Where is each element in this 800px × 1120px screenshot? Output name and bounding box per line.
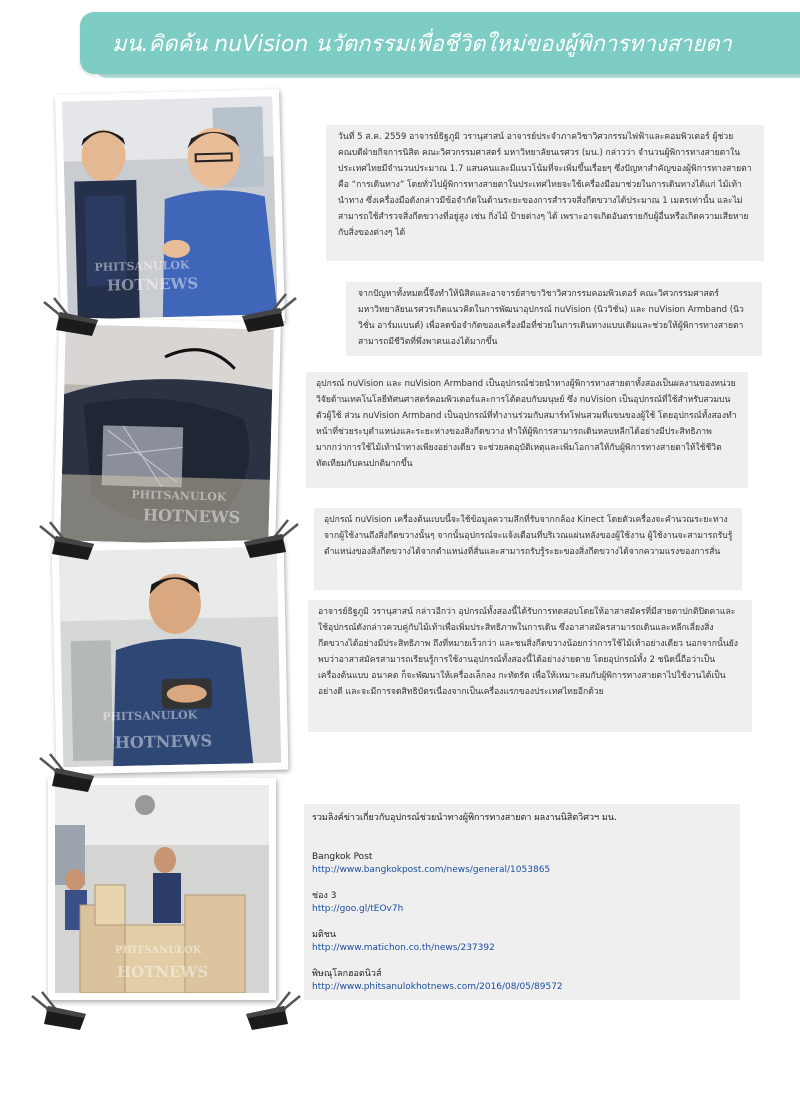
link-phitsanulok-hotnews[interactable]: http://www.phitsanulokhotnews.com/2016/08/05/89572: [312, 982, 563, 992]
link-source-name: มติชน: [312, 930, 337, 940]
watermark-line1: PHITSANULOK: [94, 258, 190, 274]
paragraph-text: จากปัญหาทั้งหมดนี้จึงทำให้นิสิตและอาจารย์สาขาวิชาวิศวกรรมคอมพิวเตอร์ คณะวิศวกรรมศาสตร์ มหาวิทยาลัยนเรศวรเกิดแนวคิดในการพัฒนาอุปกรณ์ nuVision (นิววิชั่น) และ nuVision Armband (นิววิชั่น อาร์มแบนด์) เพื่อลดข้อจำกัดของเครื่องมือที่ช่วยในการเดินทางแบบเดิมและช่วยให้ผู้พิการทางสายตาสามารถมีชีวิตที่พึ่งพาตนเองได้มากขึ้น: [358, 289, 744, 347]
watermark-line1: PHITSANULOK: [131, 488, 227, 504]
paragraph-devices: [306, 372, 748, 488]
photo-device-image: [60, 324, 274, 545]
link-source-name: Bangkok Post: [312, 852, 373, 862]
watermark-line1: PHITSANULOK: [102, 708, 198, 724]
paragraph-motivation: [346, 282, 762, 356]
paragraph-text: วันที่ 5 ส.ค. 2559 อาจารย์ธิฐภูมิ วรานุสาสน์ อาจารย์ประจำภาควิชาวิศวกรรมไฟฟ้าและคอมพิวเตอร์ ผู้ช่วยคณบดีฝ่ายกิจการนิสิต คณะวิศวกรรมศาสตร์ มหาวิทยาลัยนเรศวร (มน.) กล่าวว่า จำนวนผู้พิการทางสายตาในประเทศไทยมีจำนวนประมาณ 1.7 แสนคนและมีแนวโน้มที่จะเพิ่มขึ้นเรื่อยๆ ซึ่งปัญหาสำคัญของผู้พิการทางสายตาคือ “การเดินทาง” โดยทั่วไปผู้พิการทางสายตาในประเทศไทยจะใช้เครื่องมือมาช่วยในการเดินทางได้แก่ ไม้เท้านำทาง ซึ่งเครื่องมือดังกล่าวมีข้อจำกัดในด้านระยะของการสำรวจสิ่งกีดขวางได้ประมาณ 1 เมตรเท่านั้น และไม่สามารถใช้สำรวจสิ่งกีดขวางที่อยู่สูง เช่น กิ่งไม้ ป้ายต่างๆ ได้ เพราะอาจเกิดอันตรายกับผู้อื่นหรือเกิดความเสียหายกับสิ่งของต่างๆ ได้: [338, 132, 752, 238]
binder-clip-icon: [36, 296, 106, 342]
watermark-line2: HOTNEWS: [106, 274, 199, 295]
photo-researchers-image: [62, 96, 278, 319]
page-title: มน.คิดค้น nuVision นวัตกรรมเพื่อชีวิตใหม่ของผู้พิการทางสายตา: [112, 32, 732, 57]
paragraph-text: อุปกรณ์ nuVision และ nuVision Armband เป็นอุปกรณ์ช่วยนำทางผู้พิการทางสายตาทั้งสองเป็นผลงานของหน่วยวิจัยด้านเทคโนโลยีทัศนศาสตร์คอมพิวเตอร์และการโต้ตอบกับมนุษย์ ซึ่ง nuVision เป็นอุปกรณ์ที่ใช้สำหรับสวมบนตัวผู้ใช้ ส่วน nuVision Armband เป็นอุปกรณ์ที่ทำงานร่วมกับสมาร์ทโฟนสวมที่แขนของผู้ใช้ โดยอุปกรณ์ทั้งสองทำหน้าที่ช่วยระบุตำแหน่งและระยะห่างของสิ่งกีดขวาง ทำให้ผู้พิการสามารถเดินหลบหลีกได้อย่างมีประสิทธิภาพมากกว่าการใช้ไม้เท้านำทางเพียงอย่างเดียว จะช่วยลดอุบัติเหตุและเพิ่มโอกาสให้กับผู้พิการทางสายตาให้ใช้ชีวิตทัดเทียมกับคนปกติมากขึ้น: [316, 379, 737, 469]
watermark-line2: HOTNEWS: [142, 505, 241, 527]
photo-box-test-image: [55, 785, 269, 993]
watermark-line1: PHITSANULOK: [115, 945, 202, 956]
news-links: [304, 804, 740, 1000]
link-bangkok-post[interactable]: http://www.bangkokpost.com/news/general/1053865: [312, 865, 551, 875]
header-banner: [80, 12, 800, 74]
paragraph-intro: [326, 125, 764, 261]
binder-clip-icon: [236, 518, 306, 564]
links-intro: รวมลิงค์ข่าวเกี่ยวกับอุปกรณ์ช่วยนำทางผู้พิการทางสายตา ผลงานนิสิตวิศวฯ มน.: [312, 813, 617, 823]
paragraph-text: อุปกรณ์ nuVision เครื่องต้นแบบนี้จะใช้ข้อมูลความลึกที่รับจากกล้อง Kinect โดยตัวเครื่องจะคำนวณระยะทางจากผู้ใช้งานถึงสิ่งกีดขวางนั้นๆ จากนั้นอุปกรณ์จะแจ้งเตือนที่บริเวณแผ่นหลังของผู้ใช้งาน ผู้ใช้งานจะสามารถรับรู้ตำแหน่งของสิ่งกีดขวางได้จากตำแหน่งที่สั่นและสามารถรับรู้ระยะของสิ่งกีดขวางได้จากความแรงของการสั่น: [324, 515, 733, 557]
binder-clip-icon: [32, 752, 102, 798]
binder-clip-icon: [32, 520, 102, 566]
paragraph-kinect: [314, 508, 742, 590]
binder-clip-icon: [234, 292, 304, 338]
link-channel-3[interactable]: http://goo.gl/tEOv7h: [312, 904, 404, 914]
photo-armband-image: [59, 547, 281, 768]
binder-clip-icon: [238, 990, 308, 1036]
photo-box-test: [48, 778, 276, 1000]
link-source-name: พิษณุโลกฮอตนิวส์: [312, 969, 382, 979]
paragraph-testing: [308, 600, 752, 732]
watermark-line2: HOTNEWS: [117, 963, 209, 981]
link-source-name: ช่อง 3: [312, 891, 337, 901]
photo-armband: [52, 540, 289, 775]
watermark-line2: HOTNEWS: [114, 731, 213, 753]
paragraph-text: อาจารย์ธิฐภูมิ วรานุสาสน์ กล่าวอีกว่า อุปกรณ์ทั้งสองนี้ได้รับการทดสอบโดยให้อาสาสมัครที่มีสายตาปกติปิดตาและใช้อุปกรณ์ดังกล่าวควบคู่กับไม้เท้าเพื่อเพิ่มประสิทธิภาพในการเดิน ซึ่งอาสาสมัครสามารถเดินและหลีกเลี่ยงสิ่งกีดขวางได้อย่างมีประสิทธิภาพ ถึงที่หมายเร็วกว่า และชนสิ่งกีดขวางน้อยกว่าการใช้ไม้เท้าอย่างเดียว นอกจากนั้นยังพบว่าอาสาสมัครสามารถเรียนรู้การใช้งานอุปกรณ์ทั้งสองนี้ได้อย่างง่ายดาย โดยอุปกรณ์ทั้ง 2 ชนิดนี้ถือว่าเป็นเครื่องต้นแบบ อนาคต ก็จะพัฒนาให้เครื่องเล็กลง กะทัดรัด เพื่อให้เหมาะสมกับผู้พิการทางสายตาไปใช้งานได้เป็นอย่างดี และจะมีการจดสิทธิบัตรเนื่องจากเป็นเครื่องแรกของประเทศไทยอีกด้วย: [318, 607, 738, 697]
link-matichon[interactable]: http://www.matichon.co.th/news/237392: [312, 943, 495, 953]
binder-clip-icon: [24, 990, 94, 1036]
